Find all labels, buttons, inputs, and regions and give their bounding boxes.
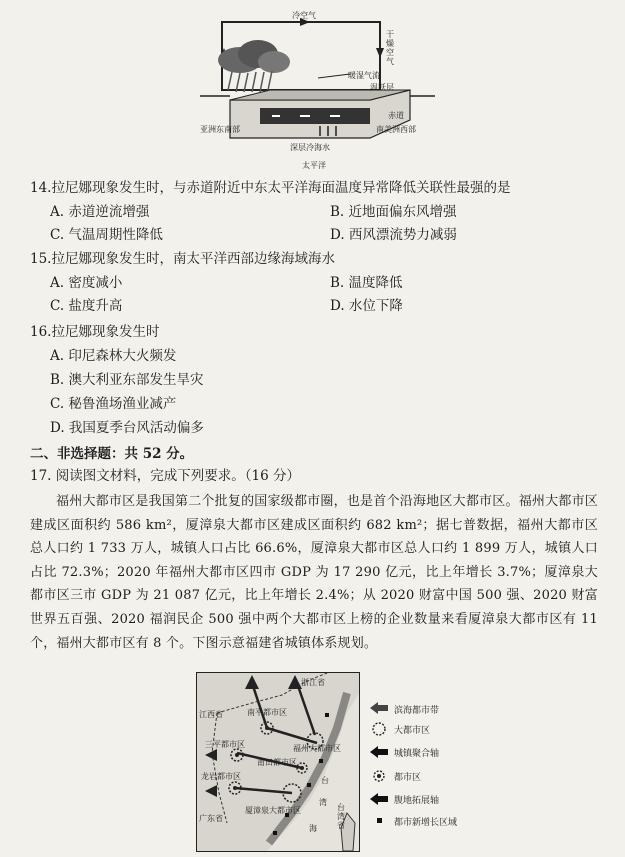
legend-coastal-belt: 滨海都市带 [394, 706, 440, 716]
legend-symbols [368, 700, 390, 832]
label-se-asia: 亚洲东南部 [200, 125, 240, 134]
la-nina-figure [200, 8, 435, 173]
map-label-strait-b: 湾 [319, 798, 327, 807]
question-16-option-d: D. 我国夏季台风活动偏多 [50, 420, 204, 436]
question-16-stem: 16.拉尼娜现象发生时 [30, 324, 160, 340]
legend-symbol-new-growth [377, 818, 382, 823]
label-upwelling: 深层冷海水 [290, 143, 330, 152]
question-14-option-a: A. 赤道逆流增强 [50, 204, 150, 220]
question-14-stem: 14.拉尼娜现象发生时，与赤道附近中东太平洋海面温度异常降低关联性最强的是 [30, 180, 511, 196]
map-label-fuzhou: 福州大都市区 [293, 744, 341, 753]
map-label-nanping: 南平都市区 [247, 708, 287, 717]
legend-metro: 都市区 [394, 773, 422, 783]
question-16-option-b: B. 澳大利亚东部发生旱灾 [50, 372, 204, 388]
question-14-option-b: B. 近地面偏东风增强 [330, 204, 457, 220]
down-arrow [376, 48, 384, 58]
map-label-taiwan: 台湾省 [337, 803, 345, 830]
map-label-putian: 莆田都市区 [257, 758, 297, 767]
map-legend [368, 700, 488, 840]
legend-symbol-urban-axis [370, 746, 388, 758]
map-label-xiazhangquan: 厦漳泉大都市区 [245, 806, 301, 815]
map-label-zhejiang: 浙江省 [301, 678, 325, 687]
legend-symbol-hinterland-axis [370, 793, 388, 805]
label-thermocline: 温跃层 [370, 83, 394, 92]
question-14-option-c: C. 气温周期性降低 [50, 227, 163, 243]
label-warm-moist: 暖湿气流 [348, 71, 380, 80]
label-cold-air: 冷空气 [292, 11, 316, 20]
map-label-jiangxi: 江西省 [199, 710, 223, 719]
fujian-map-figure [196, 672, 360, 852]
label-w-south-america: 南美洲西部 [376, 125, 416, 134]
section-2-heading: 二、非选择题：共 52 分。 [30, 446, 194, 462]
legend-symbol-major-metro [373, 723, 385, 735]
map-label-strait-a: 台 [321, 776, 329, 785]
map-label-guangdong: 广东省 [199, 814, 223, 823]
legend-symbol-coastal [370, 702, 388, 714]
question-17-paragraph: 福州大都市区是我国第二个批复的国家级都市圈，也是首个沿海地区大都市区。福州大都市区建成区面积约 586 km²，厦漳泉大都市区建成区面积约 682 km²；据七普数据，福州大都市区总人口约 1 733 万人，城镇人口占比 66.6%，厦漳泉大都市区总人口约 1 899 万人，城镇人口占比 72.3%；2020 年福州大都市区四市 GDP 为 17 290 亿元，比上年增长 3.7%；厦漳泉大都市区三市 GDP 为 21 087 亿元，比上年增长 2.4%；从 2020 财富中国 500 强、2020 财富世界五百强、2020 福润民企 500 强中两个大都市区上榜的企业数量来看厦漳泉大都市区有 11 个，福州大都市区有 8 个。下图示意福建省城镇体系规划。 [30, 494, 598, 651]
label-dry-cold-air: 干燥空气 [386, 30, 394, 66]
question-15-option-c: C. 盐度升高 [50, 298, 123, 314]
label-pacific: 太平洋 [302, 161, 326, 170]
question-16-option-a: A. 印尼森林大火频发 [50, 348, 177, 364]
question-14-option-d: D. 西风漂流势力减弱 [330, 227, 457, 243]
question-15-option-a: A. 密度减小 [50, 275, 123, 291]
legend-urban-axis: 城镇聚合轴 [394, 749, 440, 759]
map-label-longyan: 龙岩都市区 [201, 772, 241, 781]
question-15-option-b: B. 温度降低 [330, 275, 403, 291]
map-label-strait-c: 海 [309, 824, 317, 833]
question-15-stem: 15.拉尼娜现象发生时，南太平洋西部边缘海域海水 [30, 251, 335, 267]
legend-major-metro: 大都市区 [394, 726, 431, 736]
question-16-option-c: C. 秘鲁渔场渔业减产 [50, 396, 177, 412]
legend-new-growth: 都市新增长区域 [394, 818, 458, 828]
map-label-sanming: 三平都市区 [205, 740, 245, 749]
label-equator: 赤道 [388, 111, 404, 120]
rain-cloud [218, 40, 290, 92]
question-15-option-d: D. 水位下降 [330, 298, 403, 314]
legend-hinterland-axis: 腹地拓展轴 [394, 796, 440, 806]
question-17-stem: 17. 阅读图文材料，完成下列要求。（16 分） [30, 468, 300, 484]
